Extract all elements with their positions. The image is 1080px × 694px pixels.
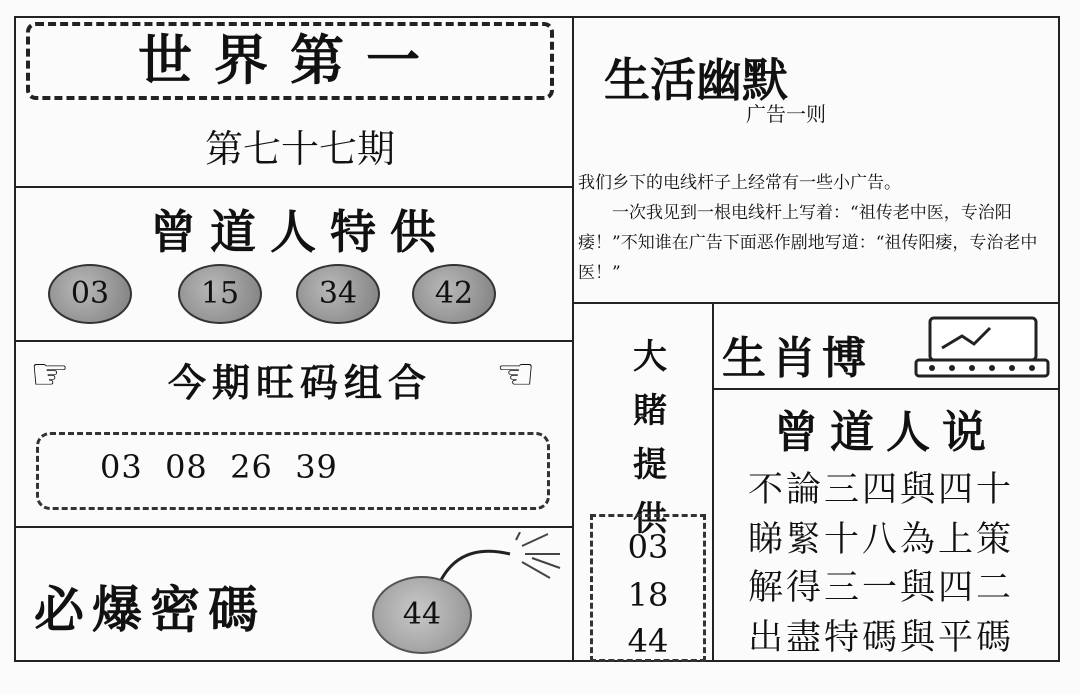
verse-line: 睇緊十八為上策 xyxy=(748,520,1015,560)
divider xyxy=(712,388,1060,390)
issue-number: 第七十七期 xyxy=(204,127,395,171)
big-gamble-char: 供 xyxy=(633,499,667,539)
humor-title: 生活幽默 xyxy=(604,53,788,107)
big-gamble-number: 03 xyxy=(627,528,669,566)
computer-icon xyxy=(912,314,1052,380)
number-ball: 03 xyxy=(48,264,132,324)
big-gamble-char: 提 xyxy=(633,445,667,485)
divider xyxy=(572,302,1060,304)
number-ball: 42 xyxy=(412,264,496,324)
bomb-number-ball: 44 xyxy=(372,576,472,654)
big-gamble-char: 賭 xyxy=(633,391,667,431)
big-gamble-char: 大 xyxy=(633,337,667,377)
zodiac-title: 生肖博 xyxy=(722,333,872,384)
daoren-special-title: 曾道人特供 xyxy=(150,205,450,259)
humor-paragraph: 一次我见到一根电线杆上写着：“祖传老中医，专治阳痿！”不知谁在广告下面恶作剧地写道：“祖传阳痿，专治老中医！” xyxy=(578,203,1038,283)
combo-numbers: 03 08 26 39 xyxy=(100,448,338,486)
pointing-hand-left-icon: ☜ xyxy=(496,349,536,400)
verse-line: 不論三四與四十 xyxy=(748,470,1015,510)
verse-line: 解得三一與四二 xyxy=(748,568,1015,608)
daoren-says-title: 曾道人说 xyxy=(774,407,998,458)
divider xyxy=(14,526,572,528)
number-ball: 15 xyxy=(178,264,262,324)
divider xyxy=(14,340,572,342)
number-ball: 34 xyxy=(296,264,380,324)
combo-title: 今期旺码组合 xyxy=(167,361,432,405)
divider xyxy=(572,16,574,662)
humor-paragraph: 我们乡下的电线杆子上经常有一些小广告。 xyxy=(578,173,901,193)
humor-text xyxy=(578,168,1054,288)
bomb-code-title: 必爆密碼 xyxy=(34,581,266,639)
big-gamble-number: 44 xyxy=(627,622,669,660)
divider xyxy=(712,302,714,662)
divider xyxy=(14,186,572,188)
big-gamble-number: 18 xyxy=(627,576,669,614)
pointing-hand-right-icon: ☞ xyxy=(30,349,70,400)
humor-subtitle: 广告一则 xyxy=(746,102,826,126)
page-title: 世界第一 xyxy=(138,29,442,92)
verse-line: 出盡特碼與平碼 xyxy=(748,618,1015,658)
